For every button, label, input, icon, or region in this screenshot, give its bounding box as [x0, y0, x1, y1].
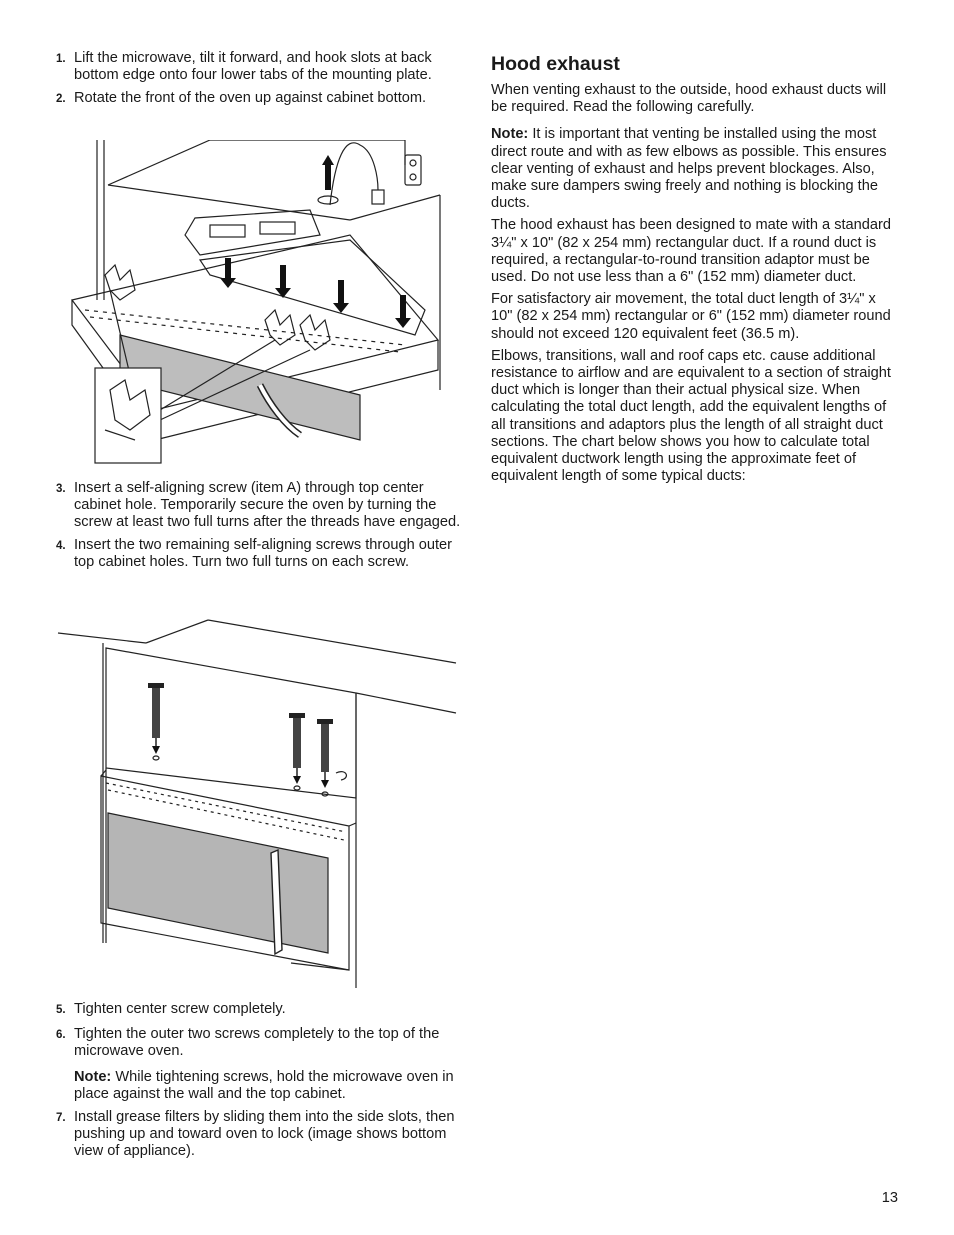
screw-icon — [148, 683, 164, 754]
step-text: Lift the microwave, tilt it forward, and hook slots at back bottom edge onto four lower tabs of the mounting plate. — [74, 50, 432, 83]
microwave-mounting-plate-illustration — [60, 140, 460, 470]
intro-paragraph: When venting exhaust to the outside, hood exhaust ducts will be required. Read the following carefully. — [491, 82, 887, 116]
steps-bottom — [56, 1001, 466, 1160]
step-4 — [56, 537, 466, 571]
step-6 — [56, 1026, 466, 1060]
step-number: 4. — [56, 540, 66, 552]
step-3 — [56, 480, 466, 531]
note — [74, 1069, 466, 1103]
step-text: Install grease filters by sliding them into the side slots, then pushing up and toward oven to lock (image shows bottom view of appliance). — [74, 1109, 455, 1159]
section-heading: Hood exhaust — [491, 53, 620, 75]
step-7 — [56, 1109, 466, 1160]
step-2 — [56, 90, 466, 108]
screw-icon — [317, 719, 333, 788]
step-text: Tighten the outer two screws completely to the top of the microwave oven. — [74, 1026, 440, 1059]
note-label: Note: — [491, 126, 529, 143]
cabinet-screws-illustration — [56, 618, 461, 990]
step-number: 1. — [56, 53, 66, 65]
step-number: 7. — [56, 1112, 66, 1124]
step-1 — [56, 50, 466, 84]
step-number: 5. — [56, 1004, 66, 1016]
screw-icon — [289, 713, 305, 784]
step-text: Tighten center screw completely. — [74, 1001, 286, 1017]
page-number: 13 — [881, 1190, 898, 1206]
note-paragraph — [491, 126, 901, 212]
left-column — [56, 50, 466, 108]
step-text: Rotate the front of the oven up against cabinet bottom. — [74, 90, 427, 106]
step-number: 6. — [56, 1029, 66, 1041]
note-label: Note: — [74, 1069, 112, 1085]
right-column — [491, 52, 901, 490]
step-text: Insert a self-aligning screw (item A) through top center cabinet hole. Temporarily secure the oven by turning the screw at least two full turns after the threads have engaged. — [74, 480, 461, 530]
paragraph-duct-length: For satisfactory air movement, the total duct length of 3¼" x 10" (82 x 254 mm) rectangular or 6" (152 mm) diameter round should not exceed 120 equivalent feet (36.5 m). — [491, 291, 891, 342]
step-number: 3. — [56, 483, 66, 495]
steps-middle — [56, 480, 466, 571]
step-5 — [56, 1001, 466, 1019]
note-text: It is important that venting be installed using the most direct route and with as few elbows as possible. This ensures clear venting of exhaust and helps prevent blockages. Also, make sure dampers swing freely and nothing is blocking the ducts. — [491, 126, 887, 212]
paragraph-duct-size: The hood exhaust has been designed to mate with a standard 3¼" x 10" (82 x 254 mm) rectangular duct. If a round duct is required, a rectangular-to-round transition adaptor must be used. Do not use less than a 6" (152 mm) diameter duct. — [491, 217, 891, 286]
paragraph-equivalent-length: Elbows, transitions, wall and roof caps etc. cause additional resistance to airflow and are equivalent to a section of straight duct which is longer than their actual physical size. When calculating the total duct length, add the equivalent lengths of all transitions and adaptors plus the length of all straight duct sections. The chart below shows you how to calculate total equivalent ductwork length using the approximate feet of equivalent length of some typical ducts: — [491, 347, 891, 485]
step-number: 2. — [56, 93, 66, 105]
note-text: While tightening screws, hold the microwave oven in place against the wall and the top cabinet. — [74, 1069, 454, 1102]
step-text: Insert the two remaining self-aligning screws through outer top cabinet holes. Turn two full turns on each screw. — [74, 537, 453, 570]
